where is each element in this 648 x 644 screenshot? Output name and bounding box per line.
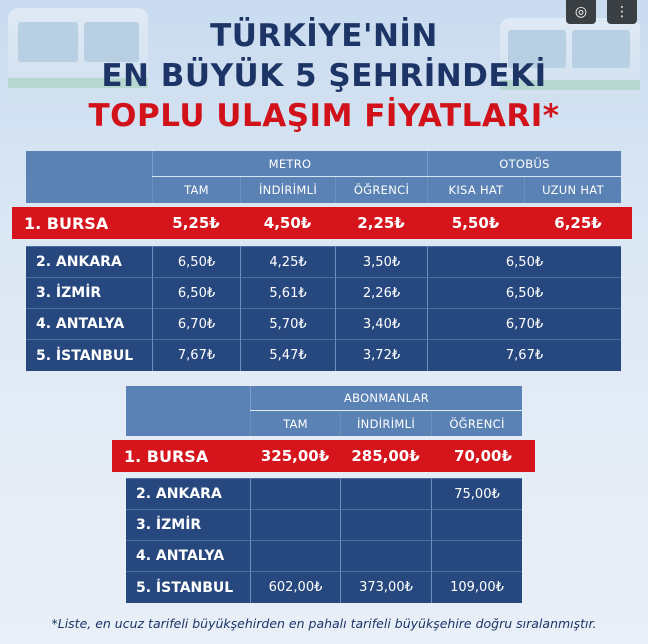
table-cell [340, 478, 431, 509]
table-cell: 5,47₺ [240, 339, 335, 371]
col-ogrenci: ÖĞRENCİ [431, 411, 522, 436]
row-city-antalya: 4. ANTALYA [126, 540, 250, 571]
group-abonmanlar: ABONMANLAR [250, 386, 522, 410]
more-vert-icon[interactable]: ⋮ [607, 0, 637, 24]
table-cell [250, 540, 340, 571]
table2-corner [126, 386, 250, 436]
table-corner [26, 151, 152, 203]
table-cell [250, 478, 340, 509]
table-cell: 5,70₺ [240, 308, 335, 339]
row-city-bursa: 1. BURSA [112, 440, 250, 472]
table-cell: 6,50₺ [427, 246, 621, 277]
row-city-izmir: 3. İZMİR [26, 277, 152, 308]
col-ogrenci: ÖĞRENCİ [335, 177, 427, 203]
table-cell [431, 509, 522, 540]
table-cell: 4,50₺ [240, 207, 335, 239]
table-cell [340, 540, 431, 571]
title-line-2: EN BÜYÜK 5 ŞEHRİNDEKİ [101, 58, 547, 94]
table-cell: 3,50₺ [335, 246, 427, 277]
table-cell: 109,00₺ [431, 571, 522, 603]
table-cell: 6,50₺ [152, 246, 240, 277]
row-city-istanbul: 5. İSTANBUL [126, 571, 250, 603]
table-cell [431, 540, 522, 571]
table-cell: 5,50₺ [427, 207, 524, 239]
table-cell: 3,72₺ [335, 339, 427, 371]
title-line-1: TÜRKİYE'NİN [210, 18, 438, 54]
table-cell: 2,25₺ [335, 207, 427, 239]
row-city-bursa: 1. BURSA [12, 207, 152, 239]
col-kisa-hat: KISA HAT [427, 177, 524, 203]
row-city-ankara: 2. ANKARA [26, 246, 152, 277]
row-city-istanbul: 5. İSTANBUL [26, 339, 152, 371]
col-tam: TAM [250, 411, 340, 436]
col-indirimli: İNDİRİMLİ [240, 177, 335, 203]
group-otobus: OTOBÜS [427, 151, 621, 176]
row-city-antalya: 4. ANTALYA [26, 308, 152, 339]
table-cell: 2,26₺ [335, 277, 427, 308]
footnote: *Liste, en ucuz tarifeli büyükşehirden en pahalı tarifeli büyükşehire doğru sıralanmıştır. [51, 616, 597, 631]
table-cell: 6,25₺ [524, 207, 632, 239]
col-tam: TAM [152, 177, 240, 203]
table-cell: 325,00₺ [250, 440, 340, 472]
table-cell [340, 509, 431, 540]
table-cell: 7,67₺ [427, 339, 621, 371]
row-city-izmir: 3. İZMİR [126, 509, 250, 540]
row-city-ankara: 2. ANKARA [126, 478, 250, 509]
table-cell [250, 509, 340, 540]
table-cell: 285,00₺ [340, 440, 431, 472]
table-cell: 602,00₺ [250, 571, 340, 603]
table-cell: 70,00₺ [431, 440, 535, 472]
table-cell: 5,25₺ [152, 207, 240, 239]
group-metro: METRO [152, 151, 427, 176]
table-cell: 3,40₺ [335, 308, 427, 339]
col-uzun-hat: UZUN HAT [524, 177, 621, 203]
col-indirimli: İNDİRİMLİ [340, 411, 431, 436]
table-cell: 6,70₺ [427, 308, 621, 339]
title-line-3: TOPLU ULAŞIM FİYATLARI* [88, 98, 560, 134]
table-cell: 373,00₺ [340, 571, 431, 603]
table-cell: 5,61₺ [240, 277, 335, 308]
table-cell: 7,67₺ [152, 339, 240, 371]
table-cell: 6,70₺ [152, 308, 240, 339]
table-cell: 75,00₺ [431, 478, 522, 509]
table-cell: 6,50₺ [427, 277, 621, 308]
table-cell: 4,25₺ [240, 246, 335, 277]
table-cell: 6,50₺ [152, 277, 240, 308]
lens-icon[interactable]: ◎ [566, 0, 596, 24]
